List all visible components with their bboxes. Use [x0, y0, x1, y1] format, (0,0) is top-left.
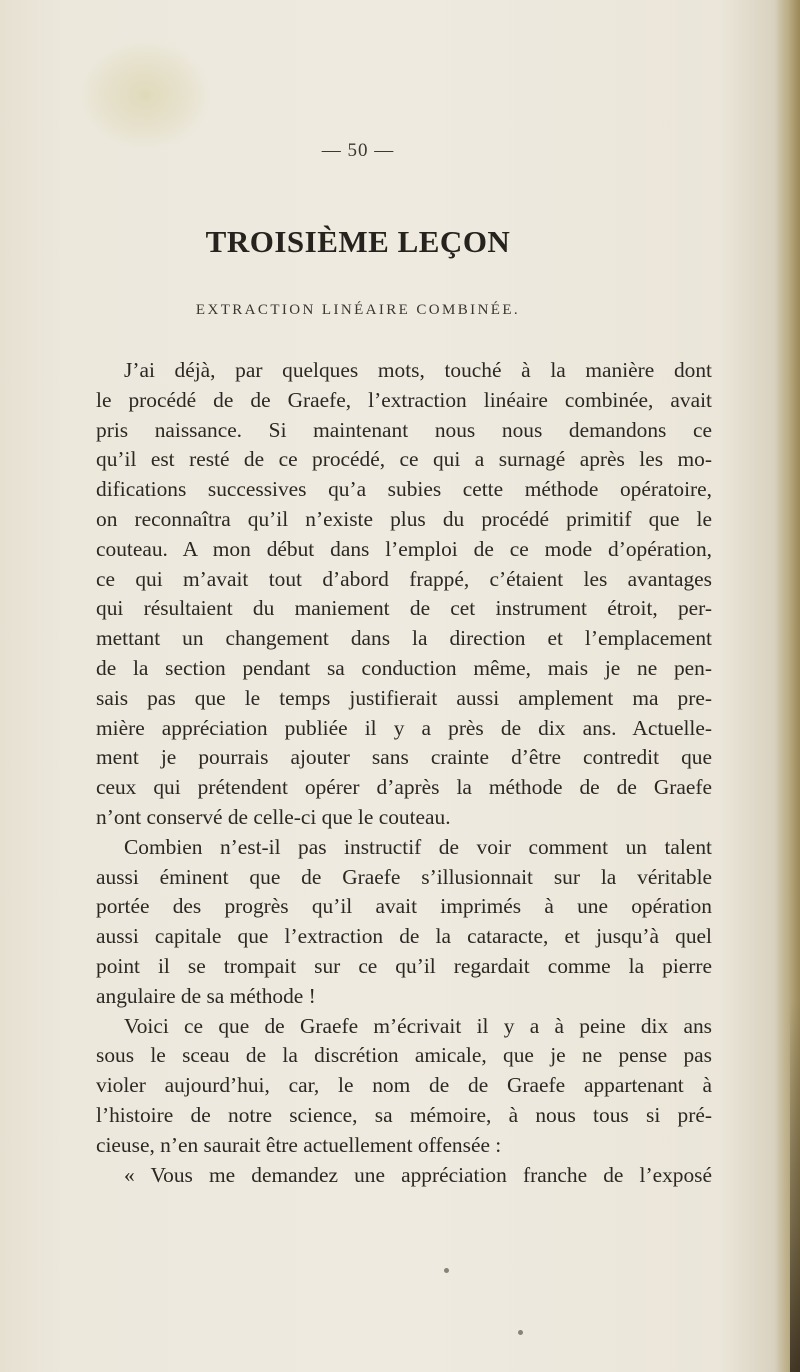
- text-line: ce qui m’avait tout d’abord frappé, c’étaient les avantages: [96, 566, 712, 591]
- text-line: Combien n’est-il pas instructif de voir comment un talent: [124, 834, 712, 859]
- text-line: ceux qui prétendent opérer d’après la méthode de de Graefe: [96, 775, 712, 800]
- text-line: pris naissance. Si maintenant nous nous demandons ce: [96, 417, 712, 442]
- body-text: [96, 356, 712, 1190]
- text-line: point il se trompait sur ce qu’il regardait comme la pierre: [96, 953, 712, 978]
- paper-speck: [444, 1268, 449, 1273]
- page-edge-dark: [790, 1000, 800, 1372]
- text-line: sous le sceau de la discrétion amicale, que je ne pense pas: [96, 1043, 712, 1068]
- text-line: de la section pendant sa conduction même, mais je ne pen-: [96, 655, 712, 680]
- chapter-title: TROISIÈME LEÇON: [205, 224, 511, 259]
- text-line: n’ont conservé de celle-ci que le couteau.: [96, 804, 451, 829]
- paper-speck: [518, 1330, 523, 1335]
- text-line: Voici ce que de Graefe m’écrivait il y a à peine dix ans: [124, 1013, 712, 1038]
- text-line: angulaire de sa méthode !: [96, 983, 316, 1008]
- text-line: qui résultaient du maniement de cet instrument étroit, per-: [96, 596, 712, 621]
- text-line: qu’il est resté de ce procédé, ce qui a surnagé après les mo-: [96, 447, 712, 472]
- text-line: cieuse, n’en saurait être actuellement offensée :: [96, 1132, 502, 1157]
- text-line: mière appréciation publiée il y a près de dix ans. Actuelle-: [96, 715, 712, 740]
- text-line: ment je pourrais ajouter sans crainte d’être contredit que: [96, 745, 712, 770]
- text-line: on reconnaîtra qu’il n’existe plus du procédé primitif que le: [96, 506, 712, 531]
- text-line: couteau. A mon début dans l’emploi de ce mode d’opération,: [96, 536, 712, 561]
- text-line: « Vous me demandez une appréciation franche de l’exposé: [124, 1162, 712, 1187]
- text-line: aussi éminent que de Graefe s’illusionnait sur la véritable: [96, 864, 712, 889]
- text-line: aussi capitale que l’extraction de la cataracte, et jusqu’à quel: [96, 924, 712, 949]
- text-line: difications successives qu’a subies cette méthode opératoire,: [96, 477, 712, 502]
- text-line: J’ai déjà, par quelques mots, touché à la manière dont: [124, 358, 712, 382]
- text-line: l’histoire de notre science, sa mémoire, à nous tous si pré-: [96, 1102, 712, 1127]
- page-number: — 50 —: [321, 140, 395, 161]
- paper-stain: [80, 40, 210, 150]
- text-line: violer aujourd’hui, car, le nom de de Graefe appartenant à: [96, 1073, 712, 1098]
- text-line: le procédé de de Graefe, l’extraction linéaire combinée, avait: [96, 387, 712, 412]
- text-line: portée des progrès qu’il avait imprimés à une opération: [96, 894, 712, 919]
- text-line: mettant un changement dans la direction et l’emplacement: [96, 626, 712, 651]
- chapter-subtitle: EXTRACTION LINÉAIRE COMBINÉE.: [195, 302, 521, 318]
- text-line: sais pas que le temps justifierait aussi amplement ma pre-: [96, 685, 712, 710]
